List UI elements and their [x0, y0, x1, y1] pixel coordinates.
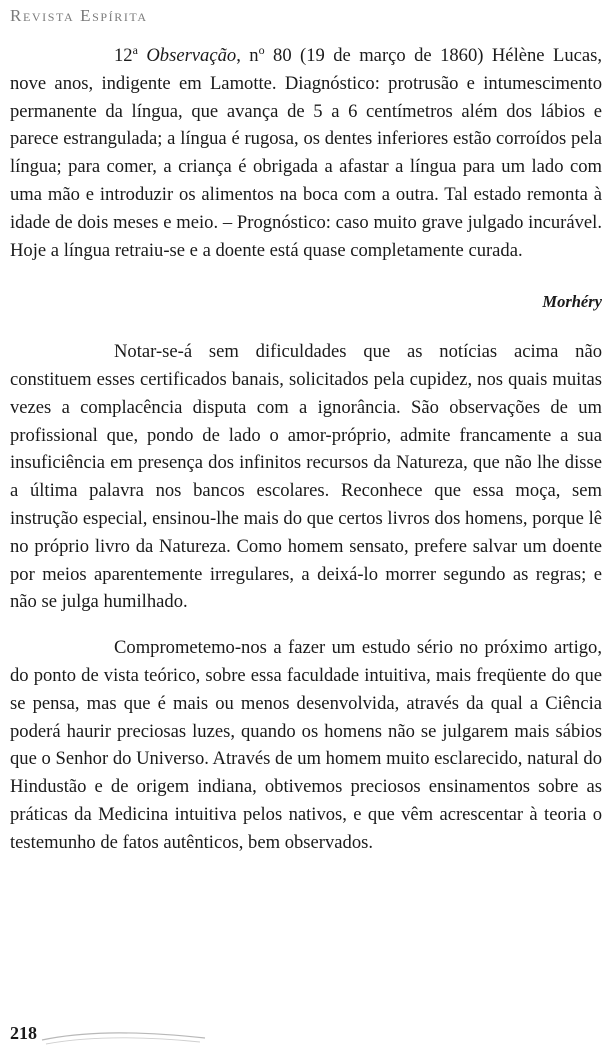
paragraph-commitment: Comprometemo-nos a fazer um estudo sério no próximo artigo, do ponto de vista teórico, sobre essa faculdade intuitiva, mais freqüente do que se pensa, mas que é mais ou menos desenvolvida, através da qual a Ciência poderá haurir preciosas luzes, quando os homens não se julgarem mais sábios que o Senhor do Universo. Através de um homem muito esclarecido, natural do Hindustão e de origem indiana, obtivemos preciosos ensinamentos sobre as práticas da Medicina intuitiva pelos nativos, e que vêm acrescentar à teoria o testemunho de fatos autênticos, bem observados. — [10, 637, 602, 853]
number-sign-mark: o — [258, 42, 265, 57]
decorative-swoosh — [40, 1028, 210, 1050]
paragraph-gap — [10, 616, 602, 634]
paragraph-observation — [10, 42, 602, 264]
running-header: Revista Espírita — [10, 6, 148, 25]
observation-text: 80 (19 de março de 1860) Hélène Lucas, nove anos, indigente em Lamotte. Diagnóstico: protrusão e intumescimento permanente da língua, que avança de 5 a 6 centímetros além dos lábios e parece estrangulada; a língua é rugosa, os dentes inferiores estão corroídos pela língua; para comer, a criança é obrigada a afastar a língua para um lado com uma mão e introduzir os alimentos na boca com a outra. Tal estado remonta à idade de dois meses e meio. – Prognóstico: caso muito grave julgado incurável. Hoje a língua retraiu-se e a doente está quase completamente curada. — [10, 45, 603, 261]
observation-number: 12 — [114, 45, 133, 66]
observation-word: Observação — [146, 45, 237, 66]
body-text — [10, 42, 602, 857]
ordinal-mark: a — [132, 42, 138, 57]
paragraph-commentary: Notar-se-á sem dificuldades que as notícias acima não constituem esses certificados banais, solicitados pela cupidez, nos quais muitas vezes a complacência disputa com a ignorância. São observações de um profissional que, pondo de lado o amor-próprio, admite francamente a sua insuficiência em presença dos infinitos recursos da Natureza, que não lhe disse a última palavra nos bancos escolares. Reconhece que essa moça, sem instrução especial, ensinou-lhe mais do que certos livros dos homens, porque lê no próprio livro da Natureza. Como homem sensato, prefere salvar um doente por meios aparentemente irregulares, a deixá-lo morrer segundo as regras; e não se julga humilhado. — [10, 341, 602, 613]
page-number: 218 — [10, 1023, 37, 1043]
signature: Morhéry — [542, 292, 602, 312]
number-sign: , n — [236, 45, 259, 66]
